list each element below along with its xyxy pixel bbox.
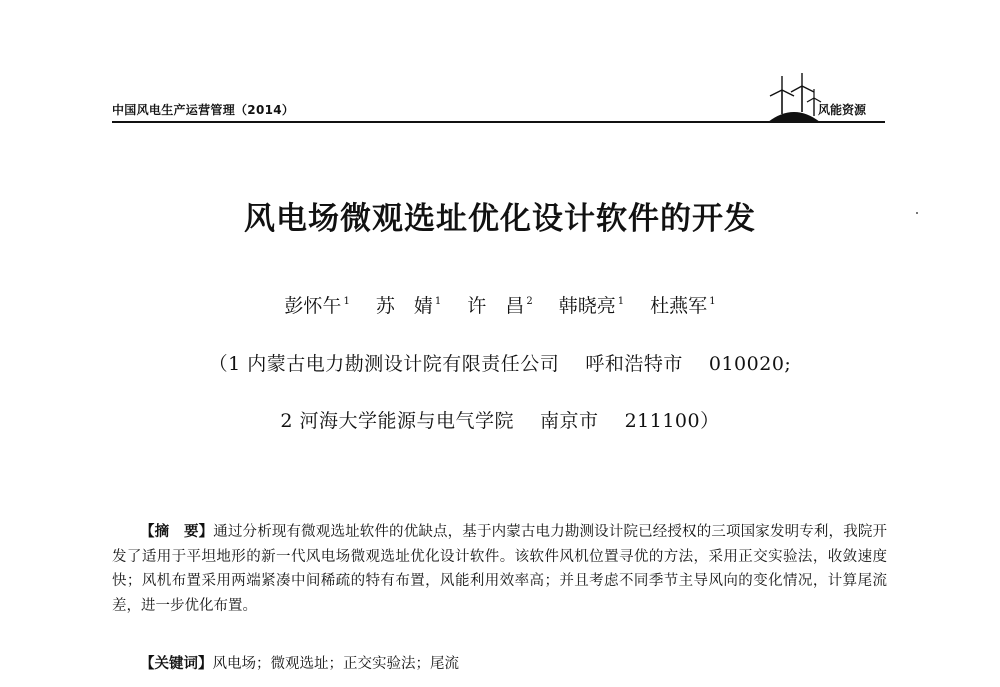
wind-turbine-logo (766, 72, 822, 124)
keywords-text: 风电场；微观选址；正交实验法；尾流 (212, 656, 459, 672)
author-affiliation-mark: 1 (617, 296, 625, 307)
author-name: 彭怀午 (284, 295, 342, 317)
abstract-text: 通过分析现有微观选址软件的优缺点，基于内蒙古电力勘测设计院已经授权的三项国家发明专利，我院开发了适用于平坦地形的新一代风电场微观选址优化设计软件。该软件风机位置寻优的方法，采用正交实验法，收敛速度快；风机布置采用两端紧凑中间稀疏的特有布置，风能利用效率高；并且考虑不同季节主导风向的变化情况，计算尾流差，进一步优化布置。 (112, 524, 887, 614)
author-name: 韩晓亮 (558, 295, 616, 317)
author-affiliation-mark: 1 (343, 296, 350, 307)
author-affiliation-mark: 1 (709, 296, 716, 307)
author-list (0, 291, 1000, 318)
author-name: 许 昌 (467, 295, 525, 317)
author-item (284, 295, 349, 317)
author-affiliation-mark: 1 (434, 296, 442, 307)
author-item (376, 295, 441, 317)
author-item (650, 295, 715, 317)
abstract (112, 520, 887, 618)
keywords (140, 652, 459, 673)
section-label: 风能资源 (818, 103, 867, 117)
paper-title: 风电场微观选址优化设计软件的开发 (244, 201, 756, 237)
abstract-label: 【摘 要】 (140, 523, 214, 540)
header-divider (112, 121, 885, 123)
author-affiliation-mark: 2 (526, 296, 533, 307)
affiliation-line-1: （1 内蒙古电力勘测设计院有限责任公司 呼和浩特市 010020; (208, 353, 792, 375)
author-name: 苏 婧 (375, 295, 433, 317)
keywords-label: 【关键词】 (140, 655, 213, 672)
author-item (467, 295, 532, 317)
affiliation-line-2: 2 河海大学能源与电气学院 南京市 211100） (280, 410, 720, 432)
author-item (559, 295, 624, 317)
author-name: 杜燕军 (650, 295, 708, 317)
journal-header: 中国风电生产运营管理（2014） (112, 103, 295, 117)
